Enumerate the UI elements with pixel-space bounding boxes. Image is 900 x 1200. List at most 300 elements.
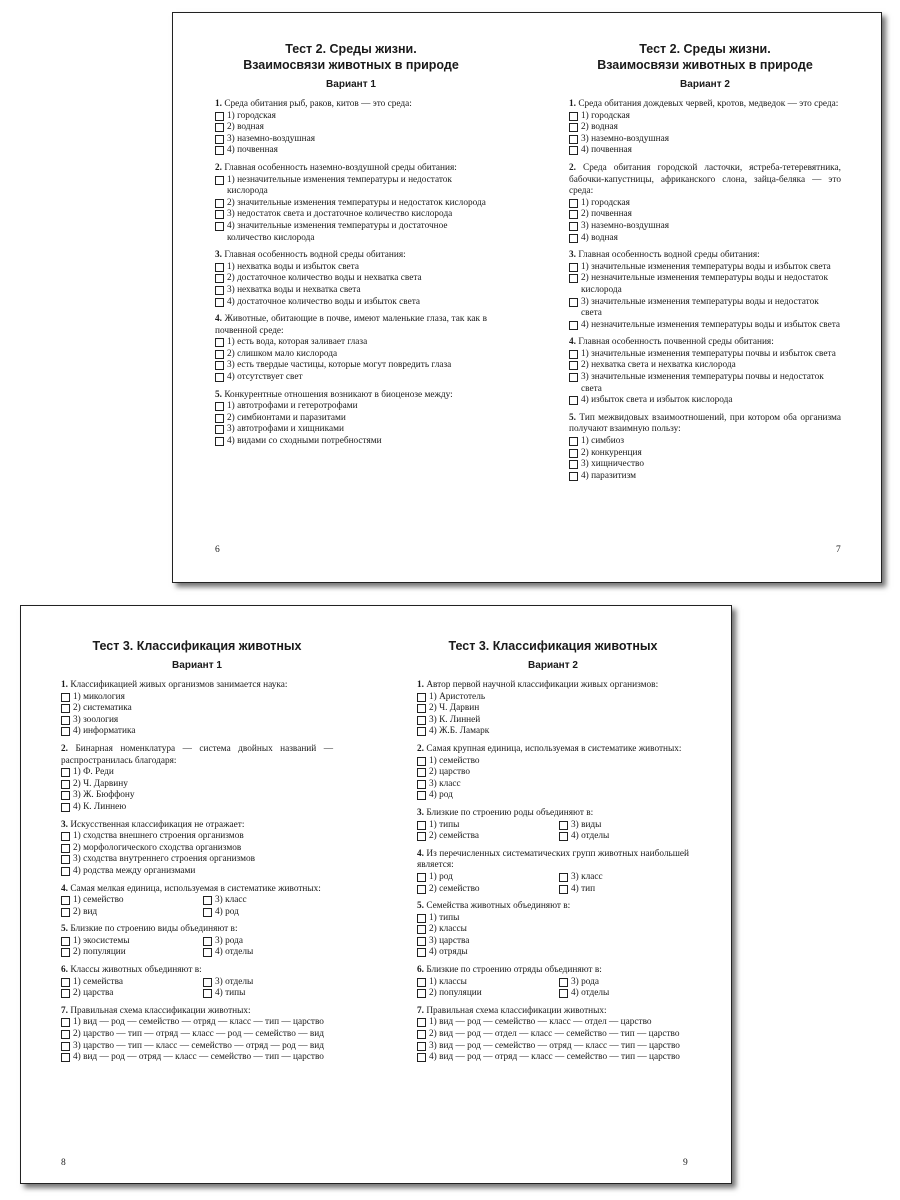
answer-option[interactable] xyxy=(215,372,487,384)
answer-option[interactable] xyxy=(569,320,841,332)
question-text xyxy=(215,250,487,262)
answer-option[interactable] xyxy=(61,866,333,878)
answer-options xyxy=(61,977,333,1000)
answer-checkbox[interactable] xyxy=(569,274,578,283)
question xyxy=(569,163,841,244)
answer-checkbox[interactable] xyxy=(203,948,212,957)
answer-option-label: 1) Ф. Реди xyxy=(73,767,114,778)
answer-option[interactable] xyxy=(559,872,689,884)
answer-checkbox[interactable] xyxy=(215,274,224,283)
answer-option[interactable] xyxy=(215,273,487,285)
answer-option[interactable] xyxy=(417,756,689,768)
answer-checkbox[interactable] xyxy=(569,234,578,243)
answer-option[interactable] xyxy=(203,947,333,959)
answer-options xyxy=(61,895,333,918)
question-prompt: Близкие по строению роды объединяют в: xyxy=(426,807,594,818)
question-text xyxy=(417,808,689,820)
answer-checkbox[interactable] xyxy=(61,716,70,725)
answer-checkbox[interactable] xyxy=(417,791,426,800)
answer-checkbox[interactable] xyxy=(215,373,224,382)
answer-option[interactable] xyxy=(61,895,203,907)
answer-checkbox[interactable] xyxy=(203,978,212,987)
answer-checkbox[interactable] xyxy=(417,727,426,736)
answer-option[interactable] xyxy=(215,262,487,274)
answer-option-label: 1) род xyxy=(429,871,453,882)
answer-option[interactable] xyxy=(417,767,689,779)
question-text xyxy=(417,849,689,872)
question-text xyxy=(61,1006,333,1018)
question xyxy=(569,413,841,483)
answer-option-label: 4) почвенная xyxy=(227,145,278,156)
answer-options xyxy=(569,436,841,482)
answer-checkbox[interactable] xyxy=(215,112,224,121)
answer-option[interactable] xyxy=(569,436,841,448)
answer-option[interactable] xyxy=(203,988,333,1000)
answer-checkbox[interactable] xyxy=(417,1018,426,1027)
answer-option-label: 1) городская xyxy=(227,110,276,121)
answer-option[interactable] xyxy=(569,471,841,483)
answer-option[interactable] xyxy=(215,436,487,448)
answer-checkbox[interactable] xyxy=(569,298,578,307)
answer-option[interactable] xyxy=(215,134,487,146)
answer-checkbox[interactable] xyxy=(417,914,426,923)
answer-option[interactable] xyxy=(559,977,689,989)
answer-option[interactable] xyxy=(203,907,333,919)
answer-checkbox[interactable] xyxy=(215,437,224,446)
answer-option-label: 2) достаточное количество воды и нехватка света xyxy=(227,273,422,284)
answer-option[interactable] xyxy=(215,175,487,198)
answer-option-label: 2) Ч. Дарвину xyxy=(73,778,128,789)
answer-checkbox[interactable] xyxy=(61,768,70,777)
answer-checkbox[interactable] xyxy=(569,199,578,208)
answer-checkbox[interactable] xyxy=(215,298,224,307)
answer-option-label: 4) типы xyxy=(215,988,246,999)
question-text xyxy=(569,163,841,198)
answer-option[interactable] xyxy=(569,372,841,395)
answer-option-label: 2) незначительные изменения температуры воды и недостаток кислорода xyxy=(581,273,828,295)
answer-checkbox[interactable] xyxy=(417,757,426,766)
answer-checkbox[interactable] xyxy=(569,460,578,469)
answer-option[interactable] xyxy=(61,767,333,779)
question-number: 4. xyxy=(215,314,222,325)
answer-option[interactable] xyxy=(215,360,487,372)
answer-option[interactable] xyxy=(569,349,841,361)
answer-option[interactable] xyxy=(215,424,487,436)
answer-checkbox[interactable] xyxy=(559,885,568,894)
answer-checkbox[interactable] xyxy=(61,1030,70,1039)
question-prompt: Среда обитания городской ласточки, ястреба-тетеревятника, бабочки-капустницы, африканского слона, зайца-беляка — это среда: xyxy=(569,162,841,197)
answer-option[interactable] xyxy=(569,198,841,210)
answer-option-label: 2) морфологического сходства организмов xyxy=(73,842,242,853)
answer-option-label: 2) классы xyxy=(429,924,467,935)
question-text xyxy=(61,744,333,767)
question xyxy=(61,680,333,738)
answer-checkbox[interactable] xyxy=(215,425,224,434)
answer-checkbox[interactable] xyxy=(569,146,578,155)
question-text xyxy=(61,884,333,896)
answer-checkbox[interactable] xyxy=(61,791,70,800)
answer-checkbox[interactable] xyxy=(215,210,224,219)
answer-checkbox[interactable] xyxy=(61,1018,70,1027)
answer-option[interactable] xyxy=(215,198,487,210)
question-text xyxy=(569,337,841,349)
answer-option[interactable] xyxy=(417,913,689,925)
answer-option-label: 1) типы xyxy=(429,912,460,923)
question-prompt: Автор первой научной классификации живых организмов: xyxy=(426,680,659,690)
answer-option[interactable] xyxy=(61,726,333,738)
question-number: 2. xyxy=(215,162,222,173)
answer-option[interactable] xyxy=(215,111,487,123)
answer-checkbox[interactable] xyxy=(559,978,568,987)
answer-options xyxy=(61,767,333,813)
page-number: 6 xyxy=(215,545,220,555)
page-number: 7 xyxy=(836,545,841,555)
answer-checkbox[interactable] xyxy=(569,472,578,481)
answer-checkbox[interactable] xyxy=(215,135,224,144)
answer-checkbox[interactable] xyxy=(569,263,578,272)
question-prompt: Семейства животных объединяют в: xyxy=(426,901,571,912)
question-prompt: Главная особенность водной среды обитания: xyxy=(578,250,760,261)
answer-option[interactable] xyxy=(559,884,689,896)
page-number: 8 xyxy=(61,1158,66,1168)
answer-option-label: 1) незначительные изменения температуры и недостаток кислорода xyxy=(227,174,452,197)
question-text xyxy=(417,680,689,692)
answer-option[interactable] xyxy=(215,413,487,425)
answer-checkbox[interactable] xyxy=(417,693,426,702)
question-number: 5. xyxy=(215,389,222,400)
answer-checkbox[interactable] xyxy=(61,867,70,876)
answer-option[interactable] xyxy=(61,779,333,791)
answer-option-label: 3) наземно-воздушная xyxy=(581,220,669,231)
answer-option-label: 3) царство — тип — класс — семейство — отряд — род — вид xyxy=(73,1040,324,1051)
answer-options xyxy=(569,111,841,157)
answer-checkbox[interactable] xyxy=(215,361,224,370)
answer-checkbox[interactable] xyxy=(559,989,568,998)
answer-option[interactable] xyxy=(61,843,333,855)
question-text xyxy=(215,163,487,175)
question-prompt: Самая крупная единица, используемая в систематике животных: xyxy=(426,743,682,754)
answer-checkbox[interactable] xyxy=(203,908,212,917)
answer-option-label: 4) вид — род — отряд — класс — семейство — тип — царство xyxy=(73,1052,324,1063)
answer-option-label: 1) нехватка воды и избыток света xyxy=(227,261,359,272)
variant-heading: Вариант 2 xyxy=(680,79,730,90)
answer-checkbox[interactable] xyxy=(203,989,212,998)
answer-option-label: 3) нехватка воды и нехватка света xyxy=(227,284,361,295)
answer-option[interactable] xyxy=(215,285,487,297)
answer-option[interactable] xyxy=(417,872,559,884)
answer-option[interactable] xyxy=(203,977,333,989)
answer-checkbox[interactable] xyxy=(417,780,426,789)
answer-option[interactable] xyxy=(569,360,841,372)
answer-options xyxy=(417,820,689,843)
answer-option-label: 3) Ж. Бюффону xyxy=(73,790,135,801)
question-text xyxy=(215,99,487,111)
answer-checkbox[interactable] xyxy=(215,350,224,359)
answer-option-label: 3) класс xyxy=(429,778,461,789)
answer-option[interactable] xyxy=(417,726,689,738)
answer-option[interactable] xyxy=(417,1041,689,1053)
answer-option[interactable] xyxy=(569,273,841,296)
answer-checkbox[interactable] xyxy=(569,350,578,359)
answer-option-label: 4) паразитизм xyxy=(581,470,637,481)
question-number: 3. xyxy=(215,250,222,261)
answer-option[interactable] xyxy=(569,122,841,134)
answer-options xyxy=(417,692,689,738)
question-prompt: Среда обитания дождевых червей, кротов, медведок — это среда: xyxy=(578,99,839,109)
answer-checkbox[interactable] xyxy=(417,768,426,777)
answer-option-label: 1) автотрофами и гетеротрофами xyxy=(227,401,358,412)
answer-option-label: 3) наземно-воздушная xyxy=(227,133,315,144)
answer-option[interactable] xyxy=(417,779,689,791)
answer-option[interactable] xyxy=(61,947,203,959)
answer-checkbox[interactable] xyxy=(569,112,578,121)
answer-option[interactable] xyxy=(569,145,841,157)
answer-option[interactable] xyxy=(559,831,689,843)
answer-checkbox[interactable] xyxy=(417,925,426,934)
question xyxy=(569,337,841,407)
answer-option[interactable] xyxy=(417,947,689,959)
question-text xyxy=(417,744,689,756)
answer-option[interactable] xyxy=(61,715,333,727)
answer-option[interactable] xyxy=(417,820,559,832)
answer-option-label: 2) Ч. Дарвин xyxy=(429,703,480,714)
answer-checkbox[interactable] xyxy=(417,978,426,987)
answer-option[interactable] xyxy=(215,337,487,349)
answer-option[interactable] xyxy=(203,936,333,948)
answer-option[interactable] xyxy=(417,988,559,1000)
answer-option[interactable] xyxy=(61,977,203,989)
answer-option[interactable] xyxy=(417,936,689,948)
answer-option[interactable] xyxy=(559,820,689,832)
answer-checkbox[interactable] xyxy=(215,338,224,347)
answer-checkbox[interactable] xyxy=(417,1042,426,1051)
answer-checkbox[interactable] xyxy=(61,896,70,905)
answer-option[interactable] xyxy=(569,297,841,320)
answer-option[interactable] xyxy=(61,692,333,704)
question-number: 1. xyxy=(215,99,222,109)
answer-checkbox[interactable] xyxy=(569,373,578,382)
answer-option[interactable] xyxy=(417,924,689,936)
answer-checkbox[interactable] xyxy=(417,821,426,830)
answer-checkbox[interactable] xyxy=(61,1042,70,1051)
question-number: 7. xyxy=(417,1005,424,1016)
answer-option[interactable] xyxy=(215,145,487,157)
answer-option-label: 2) популяции xyxy=(73,947,126,958)
answer-option[interactable] xyxy=(61,1052,333,1064)
question-number: 6. xyxy=(61,965,68,976)
answer-checkbox[interactable] xyxy=(417,885,426,894)
answer-checkbox[interactable] xyxy=(61,704,70,713)
variant-heading: Вариант 1 xyxy=(172,660,222,671)
answer-checkbox[interactable] xyxy=(61,844,70,853)
answer-option-label: 3) сходства внутреннего строения организмов xyxy=(73,854,256,865)
answer-checkbox[interactable] xyxy=(417,716,426,725)
answer-option[interactable] xyxy=(417,790,689,802)
answer-option[interactable] xyxy=(61,802,333,814)
answer-option-label: 3) значительные изменения температуры почвы и недостаток света xyxy=(581,372,824,394)
answer-option[interactable] xyxy=(569,134,841,146)
answer-checkbox[interactable] xyxy=(61,832,70,841)
answer-option[interactable] xyxy=(417,703,689,715)
answer-options xyxy=(215,337,487,383)
answer-checkbox[interactable] xyxy=(417,832,426,841)
answer-checkbox[interactable] xyxy=(61,948,70,957)
question-prompt: Главная особенность почвенной среды обитания: xyxy=(578,337,774,348)
answer-checkbox[interactable] xyxy=(417,873,426,882)
answer-checkbox[interactable] xyxy=(215,146,224,155)
answer-option[interactable] xyxy=(215,349,487,361)
answer-option-label: 2) вид — род — отдел — класс — семейство — тип — царство xyxy=(429,1029,680,1040)
question xyxy=(417,744,689,802)
answer-option-label: 4) род xyxy=(215,906,239,917)
answer-checkbox[interactable] xyxy=(61,727,70,736)
answer-checkbox[interactable] xyxy=(61,693,70,702)
answer-checkbox[interactable] xyxy=(61,780,70,789)
answer-checkbox[interactable] xyxy=(569,123,578,132)
answer-option-label: 1) экосистемы xyxy=(73,935,130,946)
answer-option[interactable] xyxy=(61,907,203,919)
test-title: Тест 2. Среды жизни. Взаимосвязи животных в природе xyxy=(597,42,813,72)
answer-option[interactable] xyxy=(61,988,203,1000)
answer-checkbox[interactable] xyxy=(215,123,224,132)
answer-checkbox[interactable] xyxy=(61,978,70,987)
answer-option-label: 3) виды xyxy=(571,819,602,830)
answer-option-label: 4) Ж.Б. Ламарк xyxy=(429,726,490,737)
question xyxy=(61,820,333,878)
answer-option[interactable] xyxy=(203,895,333,907)
answer-checkbox[interactable] xyxy=(569,449,578,458)
answer-checkbox[interactable] xyxy=(61,803,70,812)
question-prompt: Конкурентные отношения возникают в биоценозе между: xyxy=(224,389,453,400)
question-number: 4. xyxy=(61,883,68,894)
answer-checkbox[interactable] xyxy=(559,832,568,841)
answer-option[interactable] xyxy=(215,401,487,413)
answer-option[interactable] xyxy=(569,459,841,471)
answer-option[interactable] xyxy=(61,790,333,802)
answer-option[interactable] xyxy=(417,715,689,727)
answer-option[interactable] xyxy=(417,1052,689,1064)
answer-option[interactable] xyxy=(215,297,487,309)
question-number: 1. xyxy=(417,680,424,690)
answer-checkbox[interactable] xyxy=(215,286,224,295)
answer-option[interactable] xyxy=(61,1017,333,1029)
answer-checkbox[interactable] xyxy=(569,396,578,405)
answer-option-label: 1) семейство xyxy=(429,755,480,766)
answer-option-label: 1) значительные изменения температуры почвы и избыток света xyxy=(581,348,836,359)
answer-option[interactable] xyxy=(569,262,841,274)
answer-checkbox[interactable] xyxy=(215,263,224,272)
question-text xyxy=(569,250,841,262)
answer-checkbox[interactable] xyxy=(215,199,224,208)
answer-option[interactable] xyxy=(61,936,203,948)
answer-option-label: 2) водная xyxy=(581,122,618,133)
question-number: 3. xyxy=(61,819,68,830)
answer-option-label: 2) царства xyxy=(73,988,114,999)
question xyxy=(215,314,487,384)
answer-checkbox[interactable] xyxy=(569,361,578,370)
answer-checkbox[interactable] xyxy=(215,402,224,411)
variant-heading: Вариант 1 xyxy=(326,79,376,90)
answer-option-label: 4) значительные изменения температуры и достаточное количество кислорода xyxy=(227,220,448,243)
answer-checkbox[interactable] xyxy=(61,989,70,998)
question-prompt: Самая мелкая единица, используемая в систематике животных: xyxy=(70,883,321,894)
answer-option-label: 3) отделы xyxy=(215,976,254,987)
answer-option[interactable] xyxy=(417,831,559,843)
answer-checkbox[interactable] xyxy=(61,908,70,917)
answer-option[interactable] xyxy=(569,221,841,233)
answer-options xyxy=(417,977,689,1000)
answer-checkbox[interactable] xyxy=(417,948,426,957)
answer-checkbox[interactable] xyxy=(215,176,224,185)
answer-option[interactable] xyxy=(569,395,841,407)
answer-checkbox[interactable] xyxy=(569,222,578,231)
question xyxy=(417,849,689,895)
answer-option[interactable] xyxy=(215,221,487,244)
question xyxy=(61,744,333,814)
answer-option[interactable] xyxy=(417,977,559,989)
answer-option[interactable] xyxy=(215,209,487,221)
question xyxy=(569,99,841,157)
answer-option-label: 4) незначительные изменения температуры воды и избыток света xyxy=(581,319,841,330)
answer-checkbox[interactable] xyxy=(569,135,578,144)
answer-checkbox[interactable] xyxy=(569,437,578,446)
question-text xyxy=(215,390,487,402)
answer-checkbox[interactable] xyxy=(61,1053,70,1062)
answer-checkbox[interactable] xyxy=(417,989,426,998)
answer-option[interactable] xyxy=(569,111,841,123)
answer-option-label: 1) Аристотель xyxy=(429,691,486,702)
answer-option[interactable] xyxy=(61,703,333,715)
answer-checkbox[interactable] xyxy=(417,1030,426,1039)
answer-checkbox[interactable] xyxy=(417,937,426,946)
answer-option[interactable] xyxy=(559,988,689,1000)
answer-option[interactable] xyxy=(417,884,559,896)
answer-checkbox[interactable] xyxy=(61,855,70,864)
answer-option[interactable] xyxy=(61,854,333,866)
question-number: 5. xyxy=(569,412,576,423)
answer-checkbox[interactable] xyxy=(569,321,578,330)
answer-option[interactable] xyxy=(569,233,841,245)
answer-checkbox[interactable] xyxy=(559,873,568,882)
answer-option-label: 2) нехватка света и нехватка кислорода xyxy=(581,360,736,371)
answer-option-label: 2) симбионтами и паразитами xyxy=(227,412,346,423)
answer-option[interactable] xyxy=(61,831,333,843)
answer-checkbox[interactable] xyxy=(569,210,578,219)
answer-checkbox[interactable] xyxy=(559,821,568,830)
variant-heading: Вариант 2 xyxy=(528,660,578,671)
answer-checkbox[interactable] xyxy=(215,222,224,231)
answer-checkbox[interactable] xyxy=(203,896,212,905)
answer-checkbox[interactable] xyxy=(61,937,70,946)
answer-checkbox[interactable] xyxy=(417,704,426,713)
answer-option[interactable] xyxy=(417,692,689,704)
question-prompt: Искусственная классификация не отражает: xyxy=(70,819,245,830)
answer-option[interactable] xyxy=(569,209,841,221)
answer-option[interactable] xyxy=(569,448,841,460)
answer-option[interactable] xyxy=(417,1017,689,1029)
question-prompt: Бинарная номенклатура — система двойных названий — распространилась благодаря: xyxy=(61,743,333,766)
answer-option[interactable] xyxy=(215,122,487,134)
answer-option[interactable] xyxy=(61,1029,333,1041)
answer-option[interactable] xyxy=(417,1029,689,1041)
answer-checkbox[interactable] xyxy=(215,414,224,423)
answer-option-label: 3) класс xyxy=(215,895,247,906)
answer-option-label: 1) семейство xyxy=(73,895,124,906)
question-number: 4. xyxy=(569,337,576,348)
answer-option[interactable] xyxy=(61,1041,333,1053)
answer-checkbox[interactable] xyxy=(203,937,212,946)
answer-checkbox[interactable] xyxy=(417,1053,426,1062)
